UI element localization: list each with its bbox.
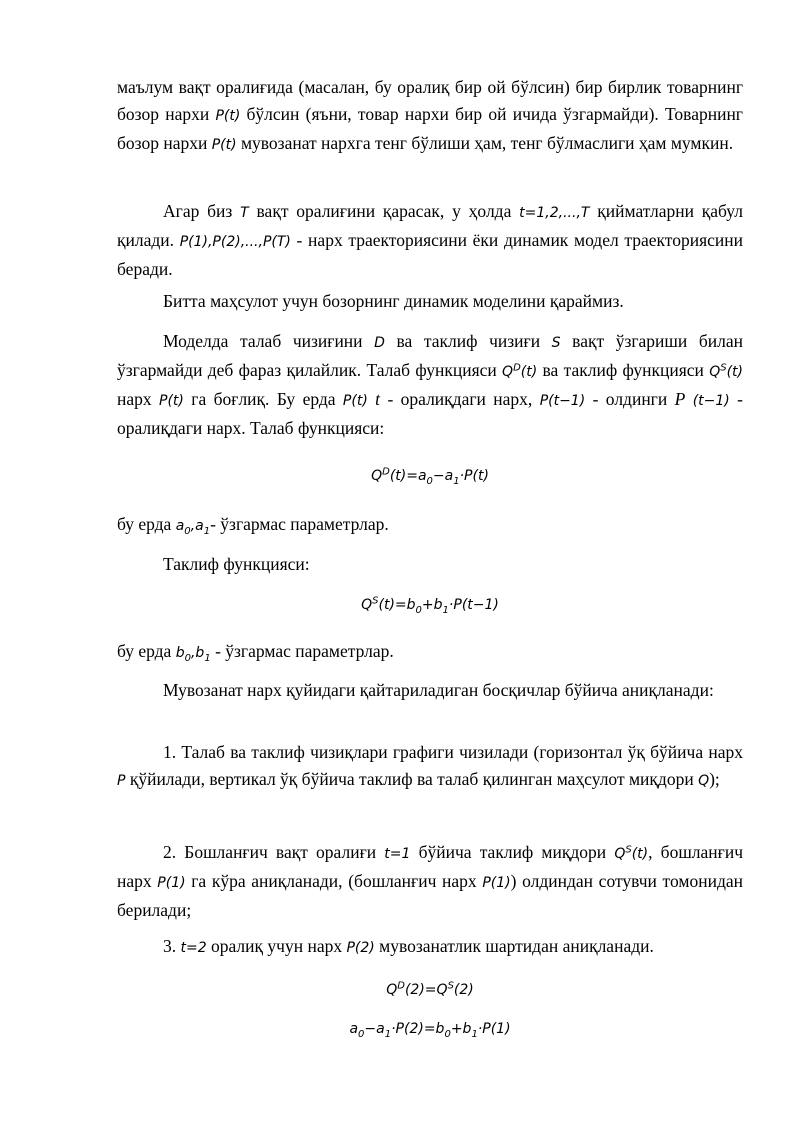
math-P-t: P(t) bbox=[215, 108, 241, 124]
math-QS-t: $Q^S(t)$ bbox=[614, 844, 649, 862]
math-T: T bbox=[240, 205, 249, 221]
paragraph-10: 2. Бошланғич вақт оралиғи t=1 бўйича таклиф миқдори $Q^S(t)$, бошланғич нарх P(1) га кўра аниқланади, (бошланғич нарх P(1)) олдиндан сотувчи томонидан берилади; bbox=[117, 842, 744, 920]
equation-equilibrium: $Q^D(2)=Q^S(2)$ bbox=[386, 980, 474, 998]
math-P-t: P(t) bbox=[211, 137, 237, 153]
math-a-params: $a_0,a_1$ bbox=[175, 518, 211, 537]
math-P-t: P(t) bbox=[342, 393, 368, 409]
math-P-t: P(t) bbox=[159, 393, 184, 409]
math-P-1: P(1) bbox=[482, 875, 511, 891]
math-QS-t: $Q^S(t)$ bbox=[709, 362, 743, 380]
math-Q: Q bbox=[698, 773, 710, 789]
paragraph-7: бу ерда $b_0,b_1$ - ўзгармас параметрлар. bbox=[117, 641, 394, 664]
paragraph-11: 3. t=2 оралиқ учун нарх P(2) мувозанатлик шартидан аниқланади. bbox=[163, 936, 654, 956]
paragraph-6: Таклиф функцияси: bbox=[163, 554, 310, 574]
math-t-eq-2: t=2 bbox=[180, 940, 207, 956]
math-t-eq-1: t=1 bbox=[384, 846, 411, 862]
paragraph-5: бу ерда $a_0,a_1-$ ўзгармас параметрлар. bbox=[117, 514, 389, 537]
equation-demand: $Q^D(t)=a_0-a_1\cdot P(t)$ bbox=[371, 466, 489, 487]
paragraph-4: Моделда талаб чизиғини D ва таклиф чизиғи S вақт ўзгариши билан ўзгармайди деб фараз қилайлик. Талаб функцияси $Q^D(t)$ ва таклиф функцияси $Q^S(t)$ нарх P(t) га боғлиқ. Бу ерда P(t) t - оралиқдаги нарх, P(t−1) - олдинги P (t−1) - оралиқдаги нарх. Талаб функцияси: bbox=[117, 331, 743, 438]
math-P-1: P(1) bbox=[157, 875, 186, 891]
math-P: P bbox=[117, 773, 126, 789]
paragraph-2: Агар биз T вақт оралиғини қарасак, у ҳолда t=1,2,...,T қийматларни қабул қилади. P(1),P(2),...,P(T) - нарх траекториясини ёки динамик модел траекториясини беради. bbox=[117, 201, 744, 279]
math-t-range: t=1,2,...,T bbox=[519, 205, 590, 221]
math-S: S bbox=[551, 335, 561, 351]
math-P-sequence: P(1),P(2),...,P(T) bbox=[179, 234, 291, 250]
math-D: D bbox=[374, 335, 385, 351]
equation-equilibrium-expanded: $a_0-a_1\cdot P(2)=b_0+b_1\cdot P(1)$ bbox=[349, 1021, 511, 1040]
paragraph-1: маълум вақт оралиғида (масалан, бу оралиқ бир ой бўлсин) бир бирлик товарнинг бозор нархи P(t) бўлсин (яъни, товар нархи бир ой ичида ўзгармайди). Товарнинг бозор нархи P(t) мувозанат нархга тенг бўлиши ҳам, тенг бўлмаслиги ҳам мумкин. bbox=[117, 77, 743, 153]
equation-supply: $Q^S(t)=b_0+b_1\cdot P(t-1)$ bbox=[361, 595, 499, 616]
paragraph-9: 1. Талаб ва таклиф чизиқлари графиги чизилади (горизонтал ўқ бўйича нарх P қўйилади, вертикал ўқ бўйича таклиф ва талаб қилинган маҳсулот миқдори Q); bbox=[117, 742, 743, 789]
math-P-2: P(2) bbox=[346, 940, 375, 956]
math-b-params: $b_0,b_1$ bbox=[175, 645, 211, 664]
paragraph-8: Мувозанат нарх қуйидаги қайтариладиган босқичлар бўйича аниқланади: bbox=[163, 680, 714, 700]
math-P-t-minus-1: P(t−1) bbox=[539, 393, 586, 409]
math-QD-t: $Q^D(t)$ bbox=[502, 362, 538, 380]
math-t-minus-1: (t−1) bbox=[692, 393, 730, 409]
paragraph-3: Битта маҳсулот учун бозорнинг динамик моделини қараймиз. bbox=[163, 291, 624, 311]
